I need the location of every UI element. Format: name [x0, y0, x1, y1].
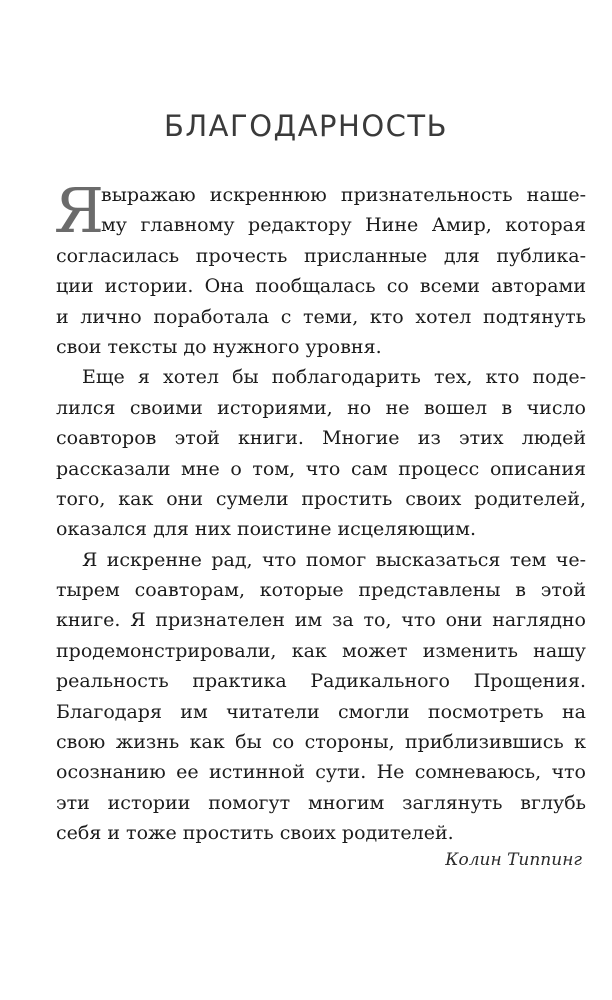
- text-line: продемонстрировали, как может изменить нашу: [56, 639, 586, 662]
- text-line: выражаю искреннюю признательность наше-: [101, 184, 586, 206]
- text-line: согласилась прочесть присланные для публика-: [56, 244, 586, 267]
- text-line: осознанию ее истинной сути. Не сомневаюсь, что: [56, 761, 586, 784]
- acknowledgement-text: [54, 174, 586, 849]
- author-signature: Колин Типпинг: [445, 850, 582, 870]
- text-line: лился своими историями, но не вошел в число: [56, 396, 586, 419]
- text-line: рассказали мне о том, что сам процесс описания: [56, 457, 586, 480]
- text-line: себя и тоже простить своих родителей.: [56, 822, 454, 845]
- text-line: книге. Я признателен им за то, что они наглядно: [56, 609, 586, 632]
- text-line: свои тексты до нужного уровня.: [56, 335, 382, 358]
- text-line: Благодаря им читатели смогли посмотреть на: [56, 700, 586, 723]
- text-line: реальность практика Радикального Прощения.: [56, 670, 586, 693]
- text-line: оказался для них поистине исцеляющим.: [56, 518, 476, 541]
- text-line: тырем соавторам, которые представлены в этой: [56, 579, 586, 602]
- text-line: ции истории. Она пообщалась со всеми авторами: [56, 275, 586, 298]
- text-line: му главному редактору Нине Амир, которая: [101, 214, 586, 237]
- text-line: соавторов этой книги. Многие из этих людей: [56, 427, 586, 450]
- text-line: Я искренне рад, что помог высказаться тем че-: [82, 548, 586, 571]
- text-line: свою жизнь как бы со стороны, приблизившись к: [56, 731, 586, 754]
- text-line: того, как они сумели простить своих родителей,: [56, 487, 586, 510]
- page-title: БЛАГОДАРНОСТЬ: [163, 109, 449, 144]
- text-line: и лично поработала с теми, кто хотел подтянуть: [56, 305, 586, 328]
- text-line: Еще я хотел бы поблагодарить тех, кто поде-: [82, 366, 586, 389]
- text-line: эти истории помогут многим заглянуть вглубь: [56, 791, 586, 814]
- drop-cap: Я: [54, 174, 105, 247]
